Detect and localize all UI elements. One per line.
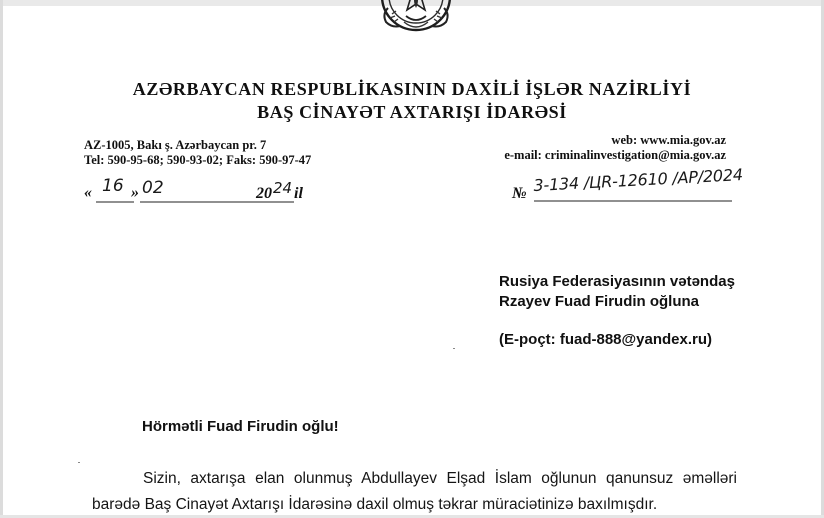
registration-number-handwritten: 3-134 /ЦR-12610 /AP/2024	[533, 165, 744, 195]
state-emblem-icon	[362, 0, 470, 34]
recipient-name: Rzayev Fuad Firudin oğluna	[499, 293, 700, 310]
number-underline	[512, 176, 812, 210]
body-line-2: barədə Baş Cinayət Axtarışı İdarəsinə daxil olmuş təkrar müraciətinizə baxılmışdır.	[92, 496, 658, 513]
address-text: AZ-1005, Bakı ş. Azərbaycan pr. 7	[84, 138, 267, 152]
ministry-name: AZƏRBAYCAN RESPUBLİKASININ DAXİLİ İŞLƏR NAZİRLİYİ	[132, 79, 692, 99]
letter-number	[512, 165, 812, 210]
phone-fax-text: Tel: 590-95-68; 590-93-02; Faks: 590-97-47	[84, 153, 312, 167]
number-sign: №	[512, 185, 527, 202]
letter-body-paragraph	[92, 466, 737, 518]
date-year-word: il	[294, 185, 303, 202]
body-line-1: Sizin, axtarışa elan olunmuş Abdullayev Elşad İslam oğlunun qanunsuz əməlləri	[143, 470, 737, 487]
date-open-quote: «	[84, 184, 92, 201]
ministry-title	[0, 78, 824, 123]
address-block	[84, 138, 311, 168]
date-day-handwritten: 16	[102, 176, 124, 196]
recipient-email: (E-poçt: fuad-888@yandex.ru)	[499, 331, 712, 348]
website-text: web: www.mia.gov.az	[611, 133, 726, 147]
recipient-block	[499, 272, 735, 312]
email-text: e-mail: criminalinvestigation@mia.gov.az	[504, 148, 726, 162]
department-name: BAŞ CİNAYƏT AXTARIŞI İDARƏSİ	[257, 102, 567, 122]
date-year-prefix: 20	[256, 185, 272, 202]
letter-date	[84, 176, 324, 210]
web-email-block	[504, 133, 726, 163]
scan-speck	[78, 462, 80, 463]
date-close-quote: »	[131, 184, 139, 201]
date-year-handwritten: 24	[273, 179, 293, 197]
salutation: Hörmətli Fuad Firudin oğlu!	[142, 418, 339, 435]
date-month-handwritten: 02	[142, 178, 164, 198]
scan-speck	[453, 348, 455, 349]
recipient-citizenship: Rusiya Federasiyasının vətəndaş	[499, 273, 735, 290]
date-underlines	[84, 176, 324, 210]
